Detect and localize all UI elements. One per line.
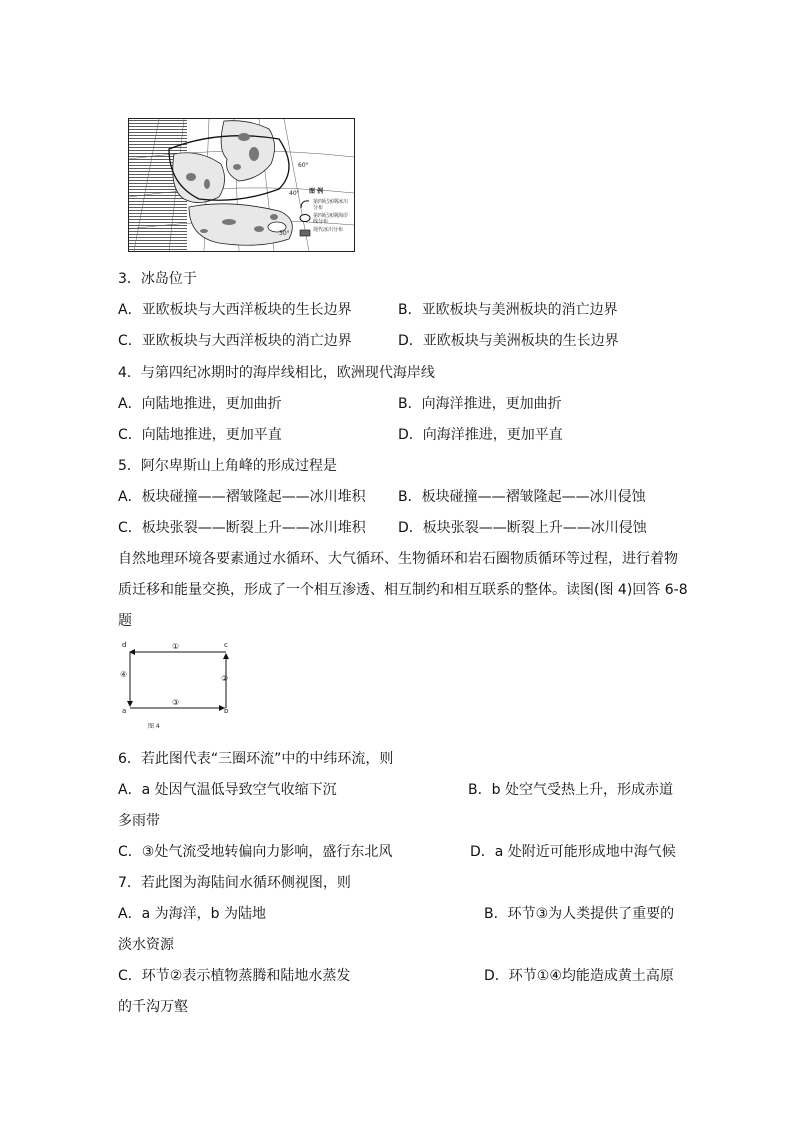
map-lat-label-30: 30° (279, 230, 290, 237)
q6-option-a[interactable]: A．a 处因气温低导致空气收缩下沉 (118, 782, 337, 798)
q5-option-d[interactable]: D．板块张裂——断裂上升——冰川侵蚀 (398, 520, 647, 536)
legend-item-3: 现代冰川分布 (313, 227, 344, 233)
q3-option-c[interactable]: C．亚欧板块与大西洋板块的消亡边界 (118, 333, 352, 349)
q4-option-c[interactable]: C．向陆地推进，更加平直 (118, 427, 282, 443)
q7-option-d-cont[interactable]: 的千沟万壑 (118, 999, 188, 1015)
q7-option-c[interactable]: C．环节②表示植物蒸腾和陆地水蒸发 (118, 968, 351, 984)
arrow-label-1: ① (172, 642, 180, 651)
arrow-label-4: ④ (120, 670, 128, 679)
ice-extent-arc-icon (299, 199, 311, 209)
q6-stem: 6．若此图代表“三圈环流”中的中纬环流，则 (118, 751, 394, 767)
modern-glacier-swatch-icon (299, 229, 311, 237)
q3-option-d[interactable]: D．亚欧板块与美洲板块的生长边界 (398, 333, 619, 349)
corner-b: b (224, 707, 229, 715)
legend-title: 图 例 (309, 188, 324, 195)
legend-item-2: 第四纪冰期海岸线分布 (313, 213, 349, 225)
q7-option-b[interactable]: B．环节③为人类提供了重要的 (484, 906, 675, 922)
q4-option-a[interactable]: A．向陆地推进，更加曲折 (118, 396, 282, 412)
q5-option-c[interactable]: C．板块张裂——断裂上升——冰川堆积 (118, 520, 366, 536)
corner-c: c (224, 641, 228, 649)
q4-stem: 4．与第四纪冰期时的海岸线相比，欧洲现代海岸线 (118, 365, 435, 381)
europe-glacier-map (128, 118, 355, 252)
q4-option-d[interactable]: D．向海洋推进，更加平直 (398, 427, 563, 443)
ice-extent-oval-icon (299, 213, 311, 223)
q7-option-d[interactable]: D．环节①④均能造成黄土高原 (484, 968, 674, 984)
q3-option-a[interactable]: A．亚欧板块与大西洋板块的生长边界 (118, 302, 352, 318)
corner-d: d (122, 641, 127, 649)
q7-option-a[interactable]: A．a 为海洋，b 为陆地 (118, 906, 266, 922)
q5-option-b[interactable]: B．板块碰撞——褶皱隆起——冰川侵蚀 (398, 489, 646, 505)
figure-4-caption: 图 4 (148, 723, 160, 730)
figure-4-circulation-diagram (118, 642, 240, 734)
q5-option-a[interactable]: A．板块碰撞——褶皱隆起——冰川堆积 (118, 489, 366, 505)
q3-stem: 3．冰岛位于 (118, 271, 197, 287)
q4-option-b[interactable]: B．向海洋推进，更加曲折 (398, 396, 562, 412)
intro-line-1: 自然地理环境各要素通过水循环、大气循环、生物循环和岩石圈物质循环等过程，进行着物 (118, 551, 678, 567)
legend-item-1: 第四纪冰期冰川分布 (313, 199, 349, 211)
arrow-label-3: ③ (172, 698, 180, 707)
map-lat-label-40: 40° (289, 190, 300, 197)
intro-line-3: 题 (118, 613, 132, 629)
corner-a: a (122, 707, 127, 715)
q6-option-d[interactable]: D．a 处附近可能形成地中海气候 (470, 844, 676, 860)
q7-stem: 7．若此图为海陆间水循环侧视图，则 (118, 875, 351, 891)
map-lat-label-60: 60° (298, 162, 309, 169)
q3-option-b[interactable]: B．亚欧板块与美洲板块的消亡边界 (398, 302, 618, 318)
q6-option-b-cont[interactable]: 多雨带 (118, 813, 160, 829)
circulation-loop-graphic (118, 642, 240, 734)
arrow-label-2: ② (221, 674, 229, 683)
q7-option-b-cont[interactable]: 淡水资源 (118, 937, 174, 953)
q6-option-b[interactable]: B．b 处空气受热上升，形成赤道 (468, 782, 673, 798)
q5-stem: 5．阿尔卑斯山上角峰的形成过程是 (118, 458, 337, 474)
q6-option-c[interactable]: C．③处气流受地转偏向力影响，盛行东北风 (118, 844, 393, 860)
intro-line-2: 质迁移和能量交换，形成了一个相互渗透、相互制约和相互联系的整体。读图(图 4)回答 6-8 (118, 582, 688, 598)
